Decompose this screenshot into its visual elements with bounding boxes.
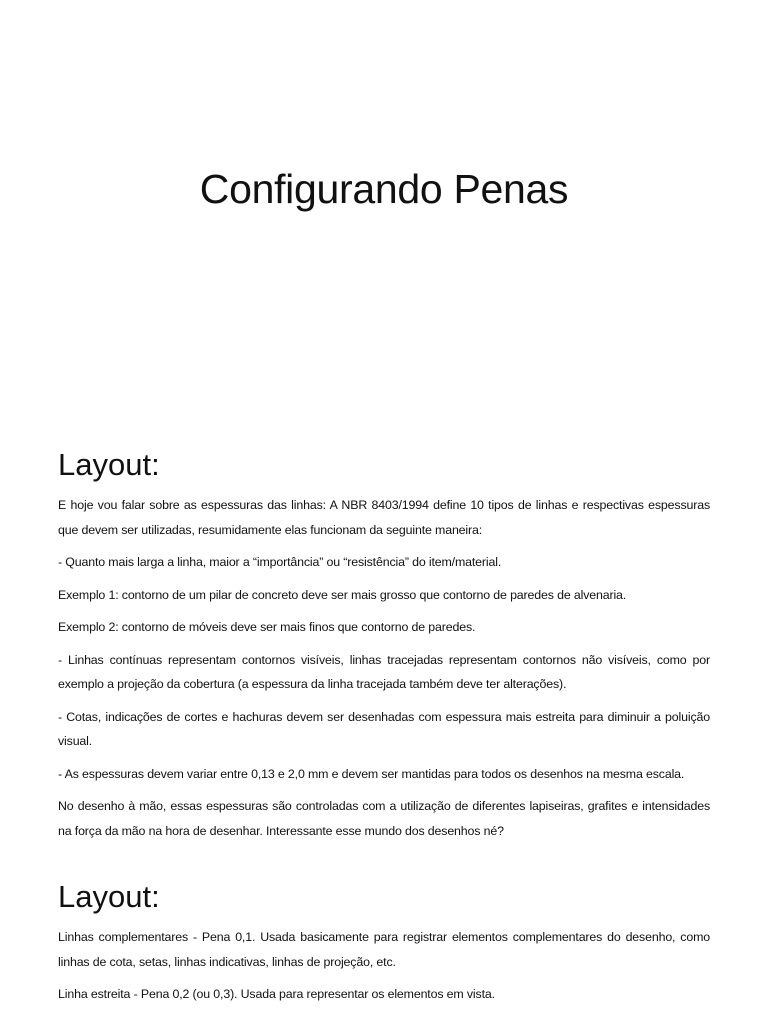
paragraph-complementary-lines: Linhas complementares - Pena 0,1. Usada basicamente para registrar elementos complementares do desenho, como linhas de cota, setas, linhas indicativas, linhas de projeção, etc. <box>58 930 710 969</box>
paragraph-rule-width: - Quanto mais larga a linha, maior a “importância” ou “resistência” do item/material. <box>58 555 502 569</box>
paragraph-line-types: - Linhas contínuas representam contornos visíveis, linhas tracejadas representam contornos não visíveis, como por exemplo a projeção da cobertura (a espessura da linha tracejada também deve ter alterações). <box>58 652 710 691</box>
section-layout-2 <box>58 877 710 1015</box>
paragraph-dimensions: - Cotas, indicações de cortes e hachuras devem ser desenhadas com espessura mais estreita para diminuir a poluição visual. <box>58 709 710 748</box>
paragraph-thickness-range: - As espessuras devem variar entre 0,13 e 2,0 mm e devem ser mantidas para todos os desenhos na mesma escala. <box>58 766 685 781</box>
section-heading: Layout: <box>58 879 160 914</box>
page-title: Configurando Penas <box>199 166 569 212</box>
paragraph-example-1: Exemplo 1: contorno de um pilar de concreto deve ser mais grosso que contorno de paredes de alvenaria. <box>58 587 627 602</box>
section-heading: Layout: <box>58 447 160 482</box>
paragraph-narrow-line: Linha estreita - Pena 0,2 (ou 0,3). Usada para representar os elementos em vista. <box>58 987 495 1001</box>
paragraph-intro: E hoje vou falar sobre as espessuras das linhas: A NBR 8403/1994 define 10 tipos de linhas e respectivas espessuras que devem ser utilizadas, resumidamente elas funcionam da seguinte maneira: <box>58 498 710 537</box>
paragraph-hand-drawing: No desenho à mão, essas espessuras são controladas com a utilização de diferentes lapiseiras, grafites e intensidades na força da mão na hora de desenhar. Interessante esse mundo dos desenhos né? <box>58 799 710 838</box>
paragraph-example-2: Exemplo 2: contorno de móveis deve ser mais finos que contorno de paredes. <box>58 620 476 634</box>
section-layout-1 <box>58 445 710 851</box>
